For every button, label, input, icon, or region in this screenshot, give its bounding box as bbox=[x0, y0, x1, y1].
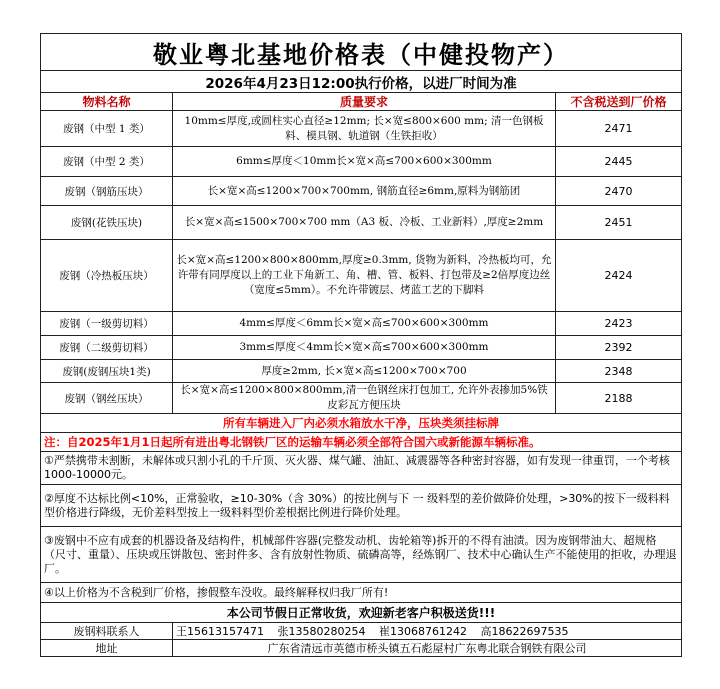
row-quality: 长×宽×高≤1200×800×800mm,厚度≥0.3mm, 货物为新料，冷热板均可，允许带有同厚度以上的工业下角新工、角、槽、管、板料、打包带及≥2倍厚度边丝（宽度≤5mm）。不允许带镀层、烤蓝工艺的下脚料 bbox=[173, 240, 556, 312]
contact-person: 高18622697535 bbox=[480, 625, 569, 638]
row-quality: 长×宽×高≤1200×800×800mm,清一色钢丝床打包加工, 允许外表掺加5%铁皮彩瓦方便压块 bbox=[173, 383, 556, 414]
row-quality: 10mm≤厚度,或圆柱实心直径≥12mm; 长×宽≤800×600 mm; 清一色钢板料、模具钢、轨道钢（生铁拒收） bbox=[173, 111, 556, 147]
row-price: 2348 bbox=[556, 360, 682, 383]
header-price: 不含税送到厂价格 bbox=[556, 93, 682, 111]
address-row bbox=[41, 640, 682, 657]
vehicle-standard-notice: 注：自2025年1月1日起所有进出粤北钢铁厂区的运输车辆必须全部符合国六或新能源车辆标准。 bbox=[41, 433, 682, 452]
table-row bbox=[41, 206, 682, 240]
note-rejection-rules: ③废钢中不应有成套的机器设备及结构件，机械部件容器(完整发动机、齿轮箱等)拆开的不得有油渍。因为废钢带油大、超规格（尺寸、重量）、压块或压饼散包、密封件多、含有放射性物质、硫磷高等，经炼钢厂、技术中心确认生产不能使用的拒收，办理退厂。 bbox=[41, 527, 682, 583]
row-material: 废钢(花铁压块) bbox=[41, 206, 173, 240]
table-row bbox=[41, 240, 682, 312]
contact-row bbox=[41, 623, 682, 640]
header-quality: 质量要求 bbox=[173, 93, 556, 111]
row-price: 2423 bbox=[556, 312, 682, 336]
row-price: 2445 bbox=[556, 147, 682, 177]
row-price: 2392 bbox=[556, 336, 682, 360]
contact-label: 废钢料联系人 bbox=[41, 623, 173, 640]
table-row bbox=[41, 111, 682, 147]
row-material: 废钢（中型 2 类） bbox=[41, 147, 173, 177]
table-row bbox=[41, 383, 682, 414]
row-quality: 6mm≤厚度＜10mm长×宽×高≤700×600×300mm bbox=[173, 147, 556, 177]
water-notice: 所有车辆进入厂内必须水箱放水干净，压块类须挂标牌 bbox=[41, 414, 682, 433]
row-material: 废钢（钢丝压块） bbox=[41, 383, 173, 414]
row-quality: 厚度≥2mm, 长×宽×高≤1200×700×700 bbox=[173, 360, 556, 383]
row-price: 2451 bbox=[556, 206, 682, 240]
holiday-notice: 本公司节假日正常收货，欢迎新老客户积极送货!!! bbox=[41, 603, 682, 623]
row-price: 2188 bbox=[556, 383, 682, 414]
table-row bbox=[41, 336, 682, 360]
row-quality: 3mm≤厚度＜4mm长×宽×高≤700×600×300mm bbox=[173, 336, 556, 360]
table-row bbox=[41, 360, 682, 383]
contact-person: 崔13068761242 bbox=[378, 625, 467, 638]
contact-person: 张13580280254 bbox=[277, 625, 366, 638]
note-thickness-grading: ②厚度不达标比例<10%，正常验收，≥10-30%（含 30%）的按比例与下 一 级料型的差价做降价处理，>30%的按下一级料料型价格进行降级，无价差料型按上一级料料型价差根据比例进行降价处理。 bbox=[41, 485, 682, 527]
table-row bbox=[41, 312, 682, 336]
table-header bbox=[41, 93, 682, 111]
row-material: 废钢（钢筋压块） bbox=[41, 177, 173, 206]
header-material: 物料名称 bbox=[41, 93, 173, 111]
address-label: 地址 bbox=[41, 640, 173, 657]
row-price: 2471 bbox=[556, 111, 682, 147]
note-price-terms: ④以上价格为不含税到厂价格，掺假整车没收。最终解释权归我厂所有! bbox=[41, 583, 682, 603]
row-material: 废钢（二级剪切料） bbox=[41, 336, 173, 360]
row-price: 2424 bbox=[556, 240, 682, 312]
row-quality: 长×宽×高≤1200×700×700mm, 钢筋直径≥6mm,原料为钢筋团 bbox=[173, 177, 556, 206]
row-material: 废钢(废钢压块1类) bbox=[41, 360, 173, 383]
page-title: 敬业粤北基地价格表（中健投物产） bbox=[41, 34, 682, 71]
price-table bbox=[40, 33, 682, 657]
table-row bbox=[41, 147, 682, 177]
table-row bbox=[41, 177, 682, 206]
row-material: 废钢（冷热板压块） bbox=[41, 240, 173, 312]
row-quality: 4mm≤厚度＜6mm长×宽×高≤700×600×300mm bbox=[173, 312, 556, 336]
row-material: 废钢（中型 1 类） bbox=[41, 111, 173, 147]
row-quality: 长×宽×高≤1500×700×700 mm（A3 板、冷板、工业新料）,厚度≥2mm bbox=[173, 206, 556, 240]
note-sealed-containers: ①严禁携带未割断，未解体或只割小孔的千斤顶、灭火器、煤气罐、油缸、减震器等各种密封容器，如有发现一律重罚，一个考核1000-10000元。 bbox=[41, 452, 682, 485]
contact-person: 王15613157471 bbox=[176, 625, 264, 638]
row-material: 废钢（一级剪切料） bbox=[41, 312, 173, 336]
address-value: 广东省清远市英德市桥头镇五石彪屋村广东粤北联合钢铁有限公司 bbox=[173, 640, 682, 657]
contact-phones bbox=[173, 623, 682, 640]
effective-date: 2026年4月23日12:00执行价格，以进厂时间为准 bbox=[41, 71, 682, 93]
row-price: 2470 bbox=[556, 177, 682, 206]
